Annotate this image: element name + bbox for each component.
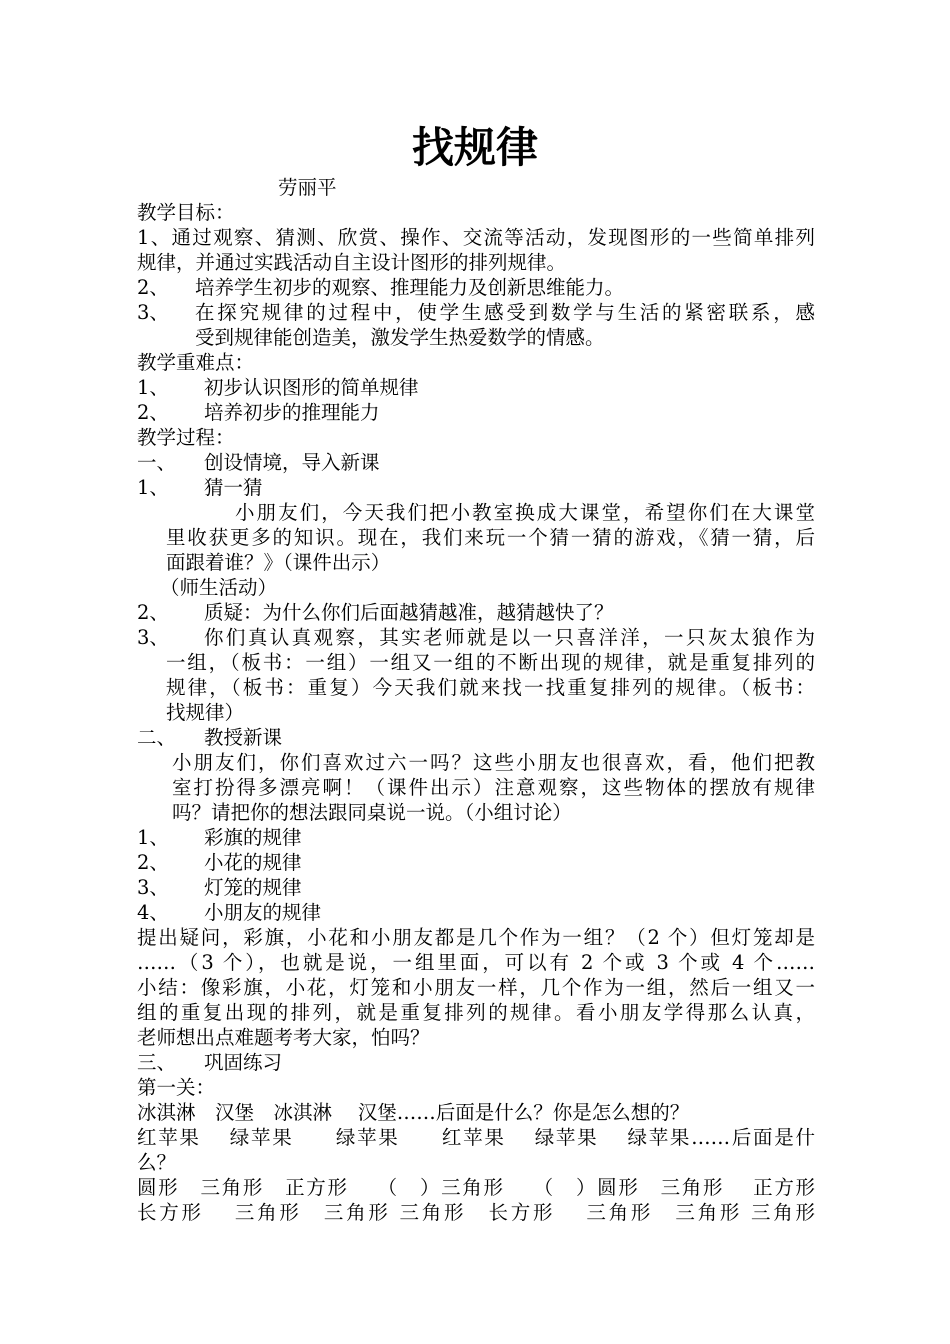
s2-intro-line-3: 吗？请把你的想法跟同桌说一说。（小组讨论） [172,801,572,824]
s2-item-1-text: 彩旗的规律 [204,826,302,849]
s1-item-3-line-2: 一组，（板书：一组）一组又一组的不断出现的规律，就是重复排列的 [166,651,815,674]
document-title: 找规律 [411,123,538,172]
s1-item-3-number: 3、 [137,626,169,649]
s2-item-3-number: 3、 [137,876,169,899]
section-1-number: 一、 [137,451,177,474]
s1-para-line-4: （师生活动） [160,576,278,599]
section-2-title: 教授新课 [204,726,283,749]
s1-item-1-text: 猜一猜 [204,476,263,499]
key-1-number: 1、 [137,376,169,399]
process-heading: 教学过程： [137,426,235,449]
exercise-4: 长方形 三角形 三角形 三角形 长方形 三角形 三角形 三角形 [137,1201,815,1224]
key-heading: 教学重难点： [137,351,255,374]
goal-3-line-2: 受到规律能创造美，激发学生热爱数学的情感。 [195,326,605,349]
goal-1-line-2: 规律，并通过实践活动自主设计图形的排列规律。 [137,251,567,274]
s1-para-line-1: 小朋友们，今天我们把小教室换成大课堂，希望你们在大课堂 [235,501,815,524]
s1-item-3-line-1: 你们真认真观察，其实老师就是以一只喜洋洋，一只灰太狼作为 [204,626,815,649]
s1-item-2-text: 质疑：为什么你们后面越猜越准，越猜越快了？ [204,601,614,624]
key-2-number: 2、 [137,401,169,424]
exercise-2-line-2: 么？ [137,1151,177,1174]
s1-item-3-line-4: 找规律） [166,701,245,724]
s1-para-line-2: 里收获更多的知识。现在，我们来玩一个猜一猜的游戏，《猜一猜，后 [166,526,815,549]
s2-question-line-1: 提出疑问，彩旗，小花和小朋友都是几个作为一组？（2 个）但灯笼却是 [137,926,815,949]
s2-summary-line-2: 组的重复出现的排列，就是重复排列的规律。看小朋友学得那么认真， [137,1001,815,1024]
goal-2-text: 培养学生初步的观察、推理能力及创新思维能力。 [195,276,625,299]
s1-para-line-3: 面跟着谁？》（课件出示） [166,551,391,574]
goal-1-line-1: 1、通过观察、猜测、欣赏、操作、交流等活动，发现图形的一些简单排列 [137,226,815,249]
s1-item-2-number: 2、 [137,601,169,624]
s2-summary-line-3: 老师想出点难题考考大家，怕吗？ [137,1026,430,1049]
exercise-1: 冰淇淋 汉堡 冰淇淋 汉堡……后面是什么？你是怎么想的？ [137,1101,690,1124]
s2-intro-line-2: 室打扮得多漂亮啊！（课件出示）注意观察，这些物体的摆放有规律 [172,776,815,799]
goal-3-number: 3、 [137,301,169,324]
s2-intro-line-1: 小朋友们，你们喜欢过六一吗？这些小朋友也很喜欢，看，他们把教 [172,751,815,774]
s2-item-3-text: 灯笼的规律 [204,876,302,899]
key-1-text: 初步认识图形的简单规律 [204,376,419,399]
s2-item-4-text: 小朋友的规律 [204,901,322,924]
s2-item-4-number: 4、 [137,901,169,924]
level-1-heading: 第一关： [137,1076,216,1099]
s2-item-2-number: 2、 [137,851,169,874]
goal-3-line-1: 在探究规律的过程中，使学生感受到数学与生活的紧密联系，感 [195,301,815,324]
key-2-text: 培养初步的推理能力 [204,401,380,424]
exercise-3: 圆形 三角形 正方形 （ ）三角形 （ ）圆形 三角形 正方形 [137,1176,815,1199]
s2-item-2-text: 小花的规律 [204,851,302,874]
section-1-title: 创设情境，导入新课 [204,451,380,474]
goal-2-number: 2、 [137,276,169,299]
s2-summary-line-1: 小结：像彩旗，小花，灯笼和小朋友一样，几个作为一组，然后一组又一 [137,976,815,999]
section-3-title: 巩固练习 [204,1051,283,1074]
s2-item-1-number: 1、 [137,826,169,849]
author-name: 劳丽平 [278,176,337,199]
section-3-number: 三、 [137,1051,177,1074]
goals-heading: 教学目标： [137,201,235,224]
s1-item-1-number: 1、 [137,476,169,499]
s1-item-3-line-3: 规律，（板书：重复）今天我们就来找一找重复排列的规律。（板书： [166,676,815,699]
section-2-number: 二、 [137,726,177,749]
s2-question-line-2: ……（3 个），也就是说，一组里面，可以有 2 个或 3 个或 4 个…… [137,951,816,974]
exercise-2-line-1: 红苹果 绿苹果 绿苹果 红苹果 绿苹果 绿苹果……后面是什 [137,1126,815,1149]
